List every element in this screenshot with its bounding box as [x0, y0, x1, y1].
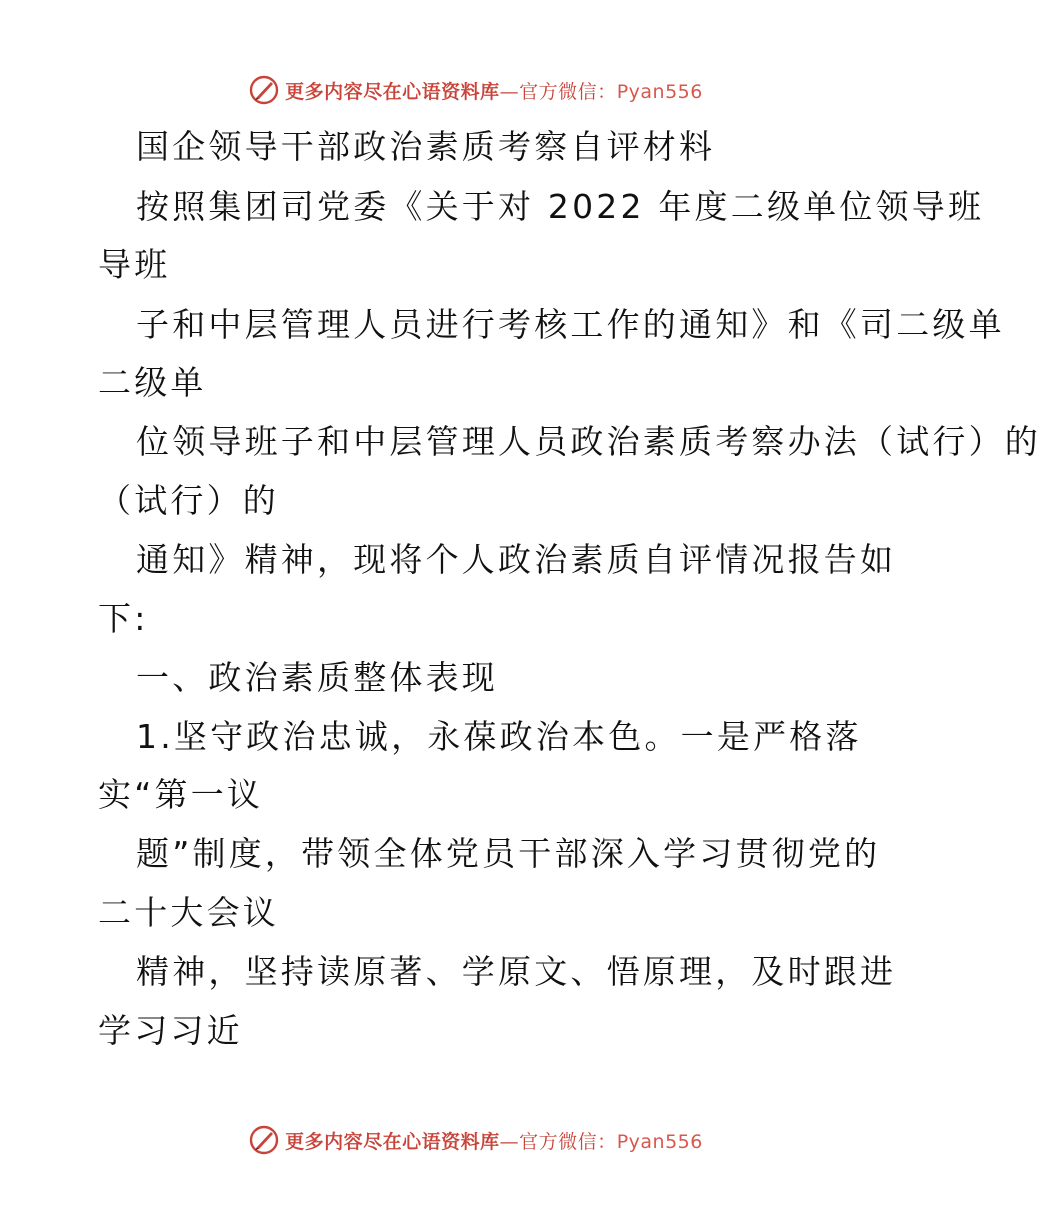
paragraph-line: 按照集团司党委《关于对 2022 年度二级单位领导班: [136, 187, 985, 226]
paragraph-line: 1.坚守政治忠诚，永葆政治本色。一是严格落: [136, 717, 862, 756]
watermark-separator: —: [499, 1130, 520, 1153]
footer-watermark: [0, 1120, 950, 1160]
paragraph-line: 二十大会议: [98, 893, 279, 932]
paragraph-line: 二级单: [98, 363, 207, 402]
watermark-brand: 更多内容尽在心语资料库: [285, 80, 500, 103]
paragraph-line: 实“第一议: [98, 775, 264, 814]
paragraph-line: 导班: [98, 245, 171, 284]
section-heading: 一、政治素质整体表现: [136, 658, 498, 697]
document-title: 国企领导干部政治素质考察自评材料: [136, 127, 716, 166]
header-watermark: [0, 70, 950, 110]
paragraph-line: （试行）的: [98, 481, 279, 520]
watermark-text: [285, 77, 703, 104]
quill-logo-icon: [247, 1123, 281, 1157]
paragraph-line: 精神，坚持读原著、学原文、悟原理，及时跟进: [136, 952, 897, 991]
watermark-brand: 更多内容尽在心语资料库: [285, 1130, 500, 1153]
paragraph-line: 子和中层管理人员进行考核工作的通知》和《司二级单: [136, 305, 1005, 344]
paragraph-line: 位领导班子和中层管理人员政治素质考察办法（试行）的: [136, 422, 1041, 461]
paragraph-line: 下:: [98, 599, 149, 638]
quill-logo-icon: [247, 73, 281, 107]
paragraph-line: 学习习近: [98, 1011, 243, 1050]
watermark-wechat-id: Pyan556: [616, 80, 703, 103]
watermark-text: [285, 1127, 703, 1154]
watermark-official-label: 官方微信：: [519, 1130, 617, 1153]
watermark-official-label: 官方微信：: [519, 80, 617, 103]
watermark-wechat-id: Pyan556: [616, 1130, 703, 1153]
paragraph-line: 通知》精神，现将个人政治素质自评情况报告如: [136, 540, 897, 579]
paragraph-line: 题”制度，带领全体党员干部深入学习贯彻党的: [136, 834, 881, 873]
watermark-separator: —: [499, 80, 520, 103]
